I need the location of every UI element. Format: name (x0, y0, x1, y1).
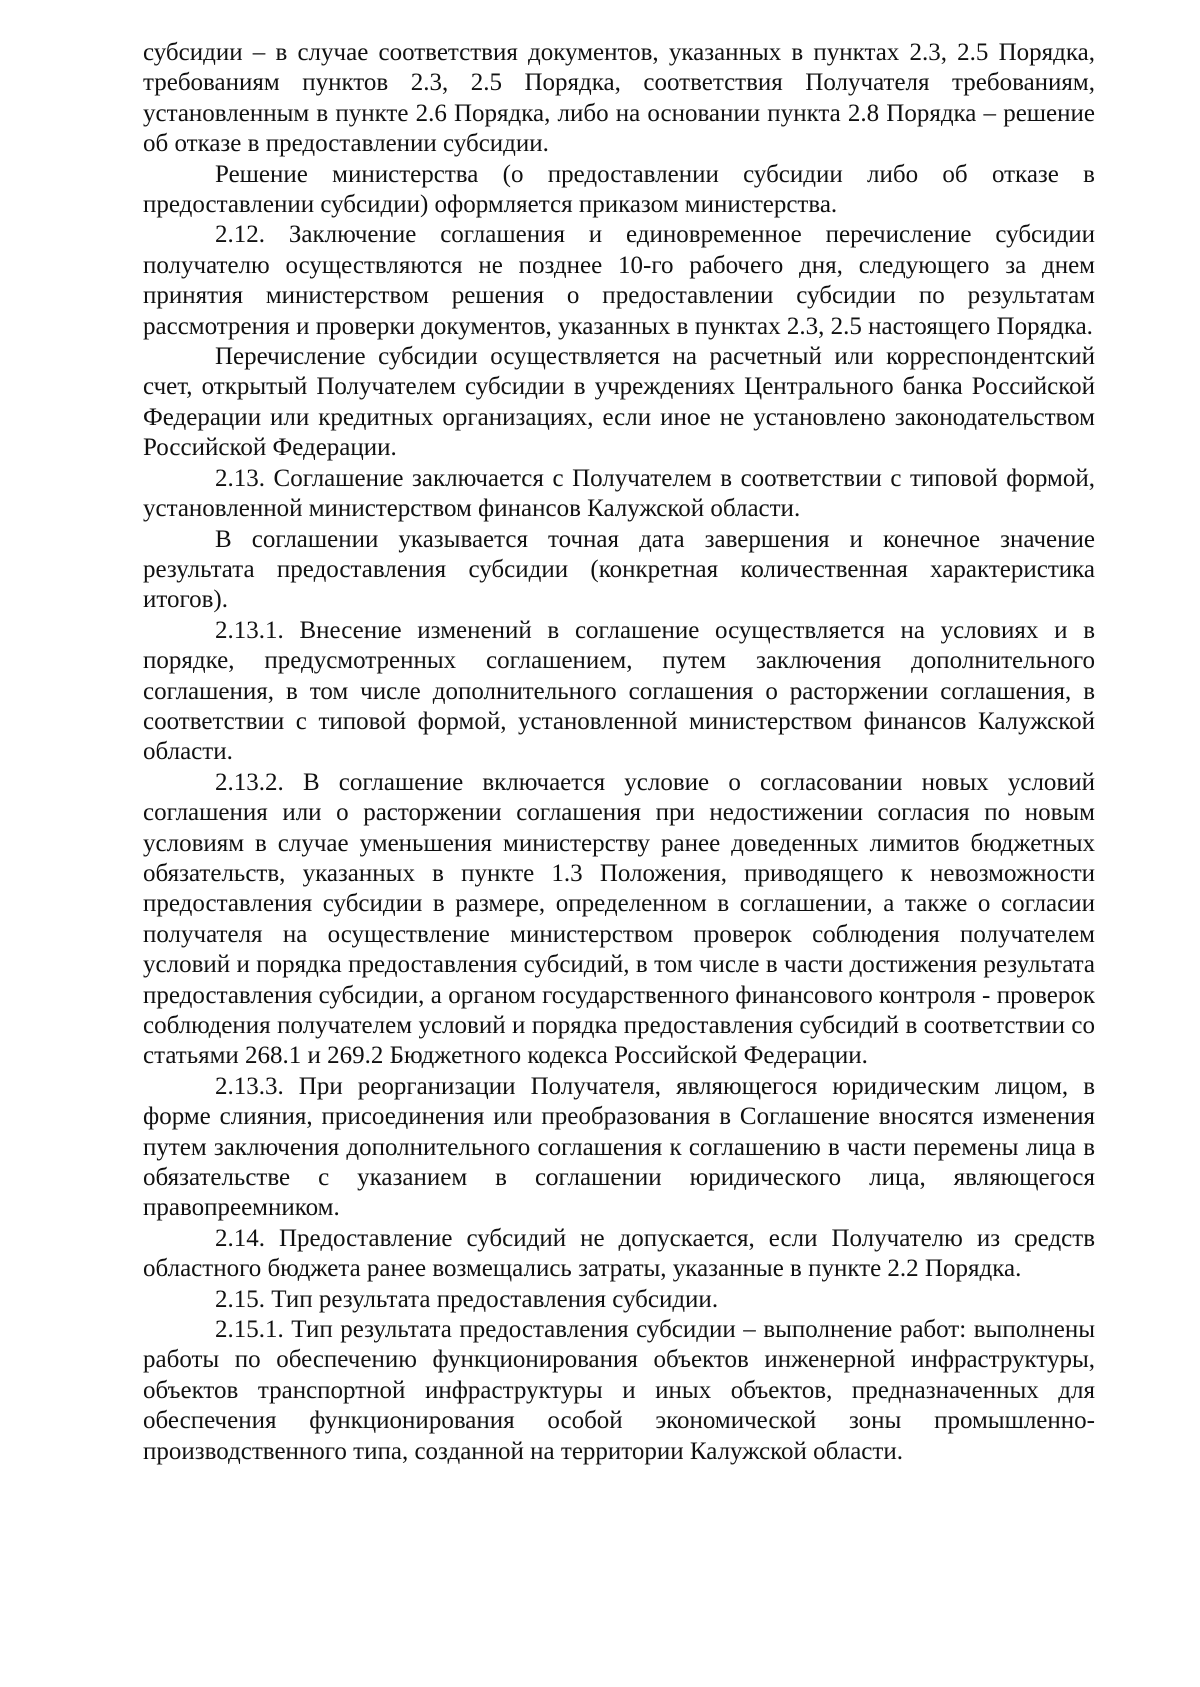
paragraph-2-13-3: 2.13.3. При реорганизации Получателя, являющегося юридическим лицом, в форме слияния, присоединения или преобразования в Соглашение вносятся изменения путем заключения дополнительного соглашения к соглашению в части перемены лица в обязательстве с указанием в соглашении юридического лица, являющегося правопреемником. (143, 1072, 1095, 1222)
paragraph-ministry-decision: Решение министерства (о предоставлении субсидии либо об отказе в предоставлении субсидии) оформляется приказом министерства. (143, 160, 1095, 219)
paragraph-2-13: 2.13. Соглашение заключается с Получателем в соответствии с типовой формой, установленной министерством финансов Калужской области. (143, 464, 1095, 523)
paragraph-continuation: субсидии – в случае соответствия документов, указанных в пунктах 2.3, 2.5 Порядка, требованиям пунктов 2.3, 2.5 Порядка, соответствия Получателя требованиям, установленным в пункте 2.6 Порядка, либо на основании пункта 2.8 Порядка – решение об отказе в предоставлении субсидии. (143, 39, 1095, 158)
paragraph-2-13-1: 2.13.1. Внесение изменений в соглашение осуществляется на условиях и в порядке, предусмотренных соглашением, путем заключения дополнительного соглашения, в том числе дополнительного соглашения о расторжении соглашения, в соответствии с типовой формой, установленной министерством финансов Калужской области. (143, 616, 1095, 766)
paragraph-2-14: 2.14. Предоставление субсидий не допускается, если Получателю из средств областного бюджета ранее возмещались затраты, указанные в пункте 2.2 Порядка. (143, 1224, 1095, 1283)
paragraph-2-12: 2.12. Заключение соглашения и единовременное перечисление субсидии получателю осуществляются не позднее 10-го рабочего дня, следующего за днем принятия министерством решения о предоставлении субсидии по результатам рассмотрения и проверки документов, указанных в пунктах 2.3, 2.5 настоящего Порядка. (143, 221, 1095, 340)
paragraph-agreement-result: В соглашении указывается точная дата завершения и конечное значение результата предоставления субсидии (конкретная количественная характеристика итогов). (143, 525, 1095, 614)
paragraph-subsidy-transfer: Перечисление субсидии осуществляется на расчетный или корреспондентский счет, открытый Получателем субсидии в учреждениях Центрального банка Российской Федерации или кредитных организациях, если иное не установлено законодательством Российской Федерации. (143, 343, 1095, 462)
paragraph-2-15: 2.15. Тип результата предоставления субсидии. (215, 1285, 719, 1313)
document-page (143, 38, 1095, 1467)
paragraph-2-13-2: 2.13.2. В соглашение включается условие о согласовании новых условий соглашения или о расторжении соглашения при недостижении согласия по новым условиям в случае уменьшения министерству ранее доведенных лимитов бюджетных обязательств, указанных в пункте 1.3 Положения, приводящего к невозможности предоставления субсидии в размере, определенном в соглашении, а также о согласии получателя на осуществление министерством проверок соблюдения получателем условий и порядка предоставления субсидий, в том числе в части достижения результата предоставления субсидии, а органом государственного финансового контроля - проверок соблюдения получателем условий и порядка предоставления субсидий в соответствии со статьями 268.1 и 269.2 Бюджетного кодекса Российской Федерации. (143, 768, 1095, 1070)
paragraph-2-15-1: 2.15.1. Тип результата предоставления субсидии – выполнение работ: выполнены работы по обеспечению функционирования объектов инженерной инфраструктуры, объектов транспортной инфраструктуры и иных объектов, предназначенных для обеспечения функционирования особой экономической зоны промышленно-производственного типа, созданной на территории Калужской области. (143, 1316, 1095, 1465)
